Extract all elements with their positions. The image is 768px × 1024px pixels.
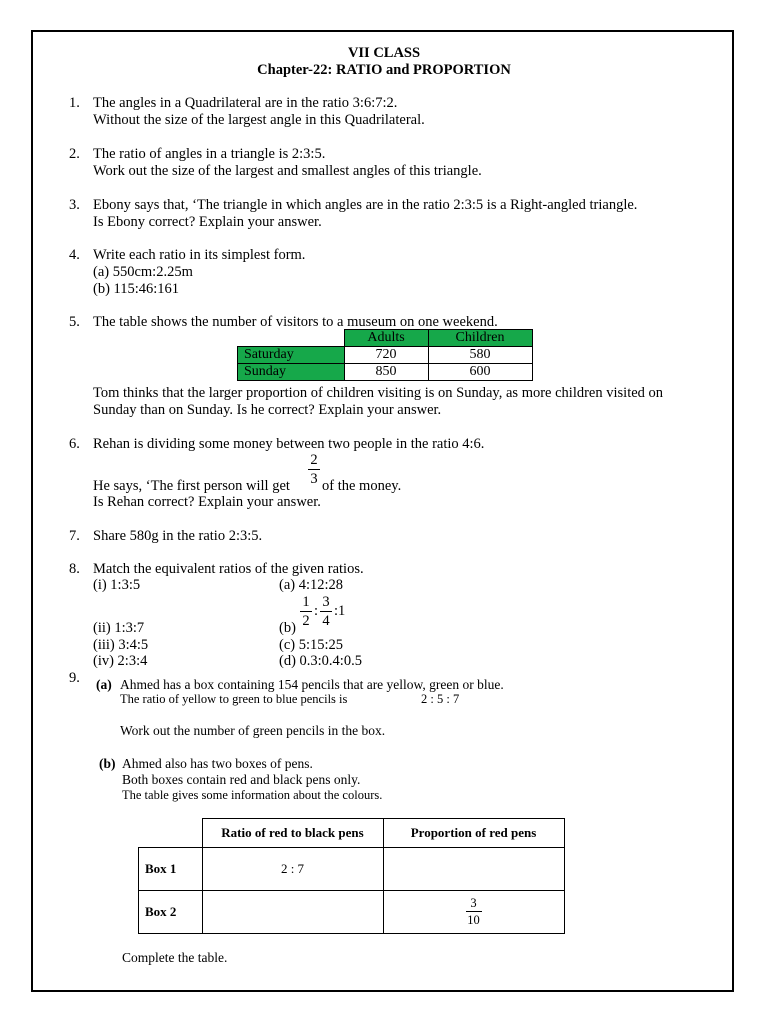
fraction-bar <box>308 469 320 470</box>
q3-line2: Is Ebony correct? Explain your answer. <box>93 214 322 230</box>
q3-number: 3. <box>69 197 80 213</box>
q8-fraction-1 <box>300 594 312 629</box>
table-row <box>139 819 565 848</box>
table-cell: 720 <box>344 347 428 364</box>
box2-fraction <box>466 896 482 927</box>
q9-part-a-label: (a) <box>96 677 112 692</box>
table-row-label: Box 2 <box>139 891 203 934</box>
fraction-denominator: 10 <box>467 913 480 927</box>
q8-left-iv: (iv) 2:3:4 <box>93 653 148 669</box>
class-title: VII CLASS <box>347 45 421 61</box>
visitors-table <box>237 329 533 381</box>
q2-number: 2. <box>69 146 80 162</box>
table-header-proportion: Proportion of red pens <box>383 819 564 848</box>
table-cell: 600 <box>428 364 532 381</box>
q6-line3: Is Rehan correct? Explain your answer. <box>93 494 321 510</box>
q5-line3: Sunday than on Sunday. Is he correct? Explain your answer. <box>93 402 442 418</box>
pens-table <box>138 818 565 934</box>
table-row <box>238 347 533 364</box>
q9-number: 9. <box>69 670 80 686</box>
table-cell-blank <box>238 330 345 347</box>
q9-part-b-label: (b) <box>99 756 116 771</box>
fraction-denominator: 3 <box>310 471 318 487</box>
q2-line1: The ratio of angles in a triangle is 2:3:5. <box>93 146 326 162</box>
fraction-denominator: 4 <box>322 613 330 629</box>
q5-line1: The table shows the number of visitors to a museum on one weekend. <box>93 314 498 330</box>
chapter-title: Chapter-22: RATIO and PROPORTION <box>257 62 511 78</box>
q8-right-a: (a) 4:12:28 <box>279 577 344 593</box>
q8-line1: Match the equivalent ratios of the given ratios. <box>93 561 364 577</box>
q4-part-b: (b) 115:46:161 <box>93 281 180 297</box>
fraction-numerator: 2 <box>310 452 318 468</box>
q9a-ratio: 2 : 5 : 7 <box>421 692 460 706</box>
table-row <box>238 364 533 381</box>
table-header-adults: Adults <box>344 330 428 347</box>
table-row-label: Saturday <box>238 347 345 364</box>
table-row <box>139 891 565 934</box>
q6-number: 6. <box>69 436 80 452</box>
q7-number: 7. <box>69 528 80 544</box>
q6-line1: Rehan is dividing some money between two people in the ratio 4:6. <box>93 436 485 452</box>
fraction-numerator: 3 <box>322 594 330 610</box>
table-header-ratio: Ratio of red to black pens <box>202 819 383 848</box>
table-cell: 850 <box>344 364 428 381</box>
q1-line1: The angles in a Quadrilateral are in the ratio 3:6:7:2. <box>93 95 398 111</box>
table-row-label: Sunday <box>238 364 345 381</box>
table-row <box>238 330 533 347</box>
q3-line1: Ebony says that, ‘The triangle in which angles are in the ratio 2:3:5 is a Right-angled triangle. <box>93 197 638 213</box>
q1-number: 1. <box>69 95 80 111</box>
q9b-line2: Both boxes contain red and black pens only. <box>122 772 361 787</box>
q1-line2: Without the size of the largest angle in this Quadrilateral. <box>93 112 425 128</box>
q6-fraction <box>308 452 320 487</box>
fraction-bar <box>300 611 312 612</box>
table-header-children: Children <box>428 330 532 347</box>
table-row-label: Box 1 <box>139 848 203 891</box>
fraction-denominator: 2 <box>302 613 310 629</box>
q8-fraction-2 <box>320 594 332 629</box>
q4-part-a: (a) 550cm:2.25m <box>93 264 193 280</box>
q7-line1: Share 580g in the ratio 2:3:5. <box>93 528 263 544</box>
fraction-bar <box>466 911 482 912</box>
q8-number: 8. <box>69 561 80 577</box>
q9a-line2: The ratio of yellow to green to blue pencils is <box>120 692 348 706</box>
q8-right-b: (b) <box>279 620 296 636</box>
table-cell: 2 : 7 <box>202 848 383 891</box>
q4-line1: Write each ratio in its simplest form. <box>93 247 306 263</box>
table-cell-blank <box>139 819 203 848</box>
q8-right-d: (d) 0.3:0.4:0.5 <box>279 653 362 669</box>
fraction-numerator: 1 <box>302 594 310 610</box>
q9b-line4: Complete the table. <box>122 950 228 965</box>
table-cell <box>383 891 564 934</box>
q9a-line1: Ahmed has a box containing 154 pencils that are yellow, green or blue. <box>120 677 504 692</box>
q4-number: 4. <box>69 247 80 263</box>
q5-line2: Tom thinks that the larger proportion of children visiting is on Sunday, as more children visited on <box>93 385 664 401</box>
q9b-line1: Ahmed also has two boxes of pens. <box>122 756 313 771</box>
q2-line2: Work out the size of the largest and smallest angles of this triangle. <box>93 163 482 179</box>
q9b-line3: The table gives some information about the colours. <box>122 788 383 802</box>
table-cell: 580 <box>428 347 532 364</box>
table-cell-empty <box>383 848 564 891</box>
q5-number: 5. <box>69 314 80 330</box>
table-row <box>139 848 565 891</box>
q6-line2-start: He says, ‘The first person will get <box>93 478 290 494</box>
q8-left-i: (i) 1:3:5 <box>93 577 141 593</box>
q8-left-ii: (ii) 1:3:7 <box>93 620 145 636</box>
fraction-numerator: 3 <box>470 896 477 910</box>
q6-line2-end: of the money. <box>322 478 402 494</box>
table-cell-empty <box>202 891 383 934</box>
q8-right-c: (c) 5:15:25 <box>279 637 344 653</box>
q8-ratio-colon: : <box>314 603 319 619</box>
q8-left-iii: (iii) 3:4:5 <box>93 637 149 653</box>
q8-ratio-tail: :1 <box>334 603 346 619</box>
fraction-bar <box>320 611 332 612</box>
q9a-line3: Work out the number of green pencils in the box. <box>120 723 386 738</box>
